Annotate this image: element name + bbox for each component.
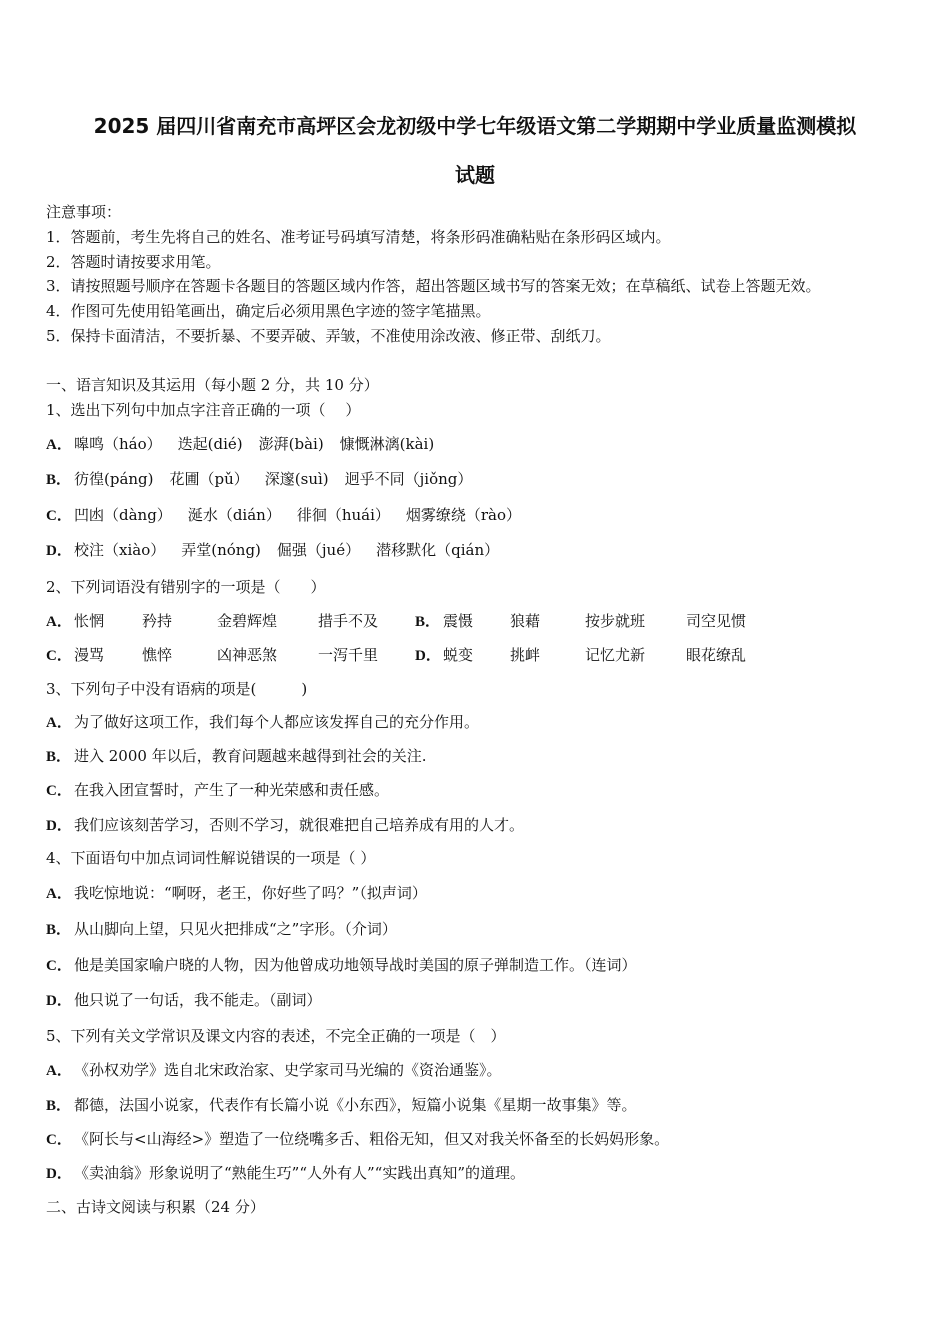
q5-option-c: C． 《阿长与<山海经>》塑造了一位绕嘴多舌、粗俗无知，但又对我关怀备至的长妈妈形象。 (46, 1130, 670, 1148)
q3-option-a: A． 为了做好这项工作，我们每个人都应该发挥自己的充分作用。 (46, 713, 480, 731)
notice-item: 2．答题时请按要求用笔。 (46, 253, 221, 271)
exam-title-line1: 2025 届四川省南充市高坪区会龙初级中学七年级语文第二学期期中学业质量监测模拟 (93, 114, 857, 138)
q1-option-a: A． 嗥鸣（háo） 迭起(dié) 澎湃(bài) 慷慨淋漓(kài) (46, 435, 435, 453)
q2-options-row2: C． 漫骂 憔悴 凶神恶煞 一泻千里 D． 蜕变 挑衅 记忆尤新 眼花缭乱 (46, 646, 747, 664)
q4-option-c: C． 他是美国家喻户晓的人物，因为他曾成功地领导战时美国的原子弹制造工作。（连词） (46, 956, 637, 974)
q1-stem: 1、选出下列句中加点字注音正确的一项（ ） (46, 401, 361, 419)
notice-item: 4．作图可先使用铅笔画出，确定后必须用黑色字迹的签字笔描黑。 (46, 302, 491, 320)
notice-item: 3．请按照题号顺序在答题卡各题目的答题区域内作答，超出答题区域书写的答案无效；在草稿纸、试卷上答题无效。 (46, 277, 821, 295)
notice-item: 5．保持卡面清洁，不要折暴、不要弄破、弄皱，不准使用涂改液、修正带、刮纸刀。 (46, 327, 611, 345)
q1-option-b: B． 彷徨(páng) 花圃（pǔ） 深邃(suì) 迥乎不同（jiǒng） (46, 470, 473, 488)
q4-option-a: A． 我吃惊地说：“啊呀，老王，你好些了吗？”（拟声词） (46, 884, 427, 902)
q4-option-b: B． 从山脚向上望，只见火把排成“之”字形。（介词） (46, 920, 397, 938)
q5-option-b: B． 都德，法国小说家，代表作有长篇小说《小东西》，短篇小说集《星期一故事集》等。 (46, 1096, 637, 1114)
q3-option-b: B． 进入 2000 年以后，教育问题越来越得到社会的关注. (46, 747, 427, 765)
q5-stem: 5、下列有关文学常识及课文内容的表述，不完全正确的一项是（ ） (46, 1027, 506, 1045)
exam-title-line2: 试题 (455, 163, 495, 187)
q3-stem: 3、下列句子中没有语病的项是( ) (46, 680, 308, 698)
section1-heading: 一、语言知识及其运用（每小题 2 分，共 10 分） (46, 376, 379, 394)
q4-stem: 4、下面语句中加点词词性解说错误的一项是（ ） (46, 849, 376, 867)
q4-option-d: D． 他只说了一句话，我不能走。（副词） (46, 991, 322, 1009)
notice-heading: 注意事项： (46, 203, 122, 221)
q5-option-d: D． 《卖油翁》形象说明了“熟能生巧”“人外有人”“实践出真知”的道理。 (46, 1164, 526, 1182)
q3-option-d: D． 我们应该刻苦学习，否则不学习，就很难把自己培养成有用的人才。 (46, 816, 525, 834)
notice-item: 1．答题前，考生先将自己的姓名、准考证号码填写清楚，将条形码准确粘贴在条形码区域内。 (46, 228, 671, 246)
q3-option-c: C． 在我入团宣誓时，产生了一种光荣感和责任感。 (46, 781, 390, 799)
q2-stem: 2、下列词语没有错别字的一项是（ ） (46, 578, 326, 596)
section2-heading: 二、古诗文阅读与积累（24 分） (46, 1198, 265, 1216)
q5-option-a: A． 《孙权劝学》选自北宋政治家、史学家司马光编的《资治通鉴》。 (46, 1061, 502, 1079)
q1-option-d: D． 校注（xiào） 弄堂(nóng) 倔强（jué） 潜移默化（qián） (46, 541, 500, 559)
q1-option-c: C． 凹凼（dàng） 涎水（dián） 徘徊（huái） 烟雾缭绕（rào） (46, 506, 522, 524)
q2-options-row1: A． 怅惘 矜持 金碧辉煌 措手不及 B． 震慑 狼藉 按步就班 司空见惯 (46, 612, 747, 630)
